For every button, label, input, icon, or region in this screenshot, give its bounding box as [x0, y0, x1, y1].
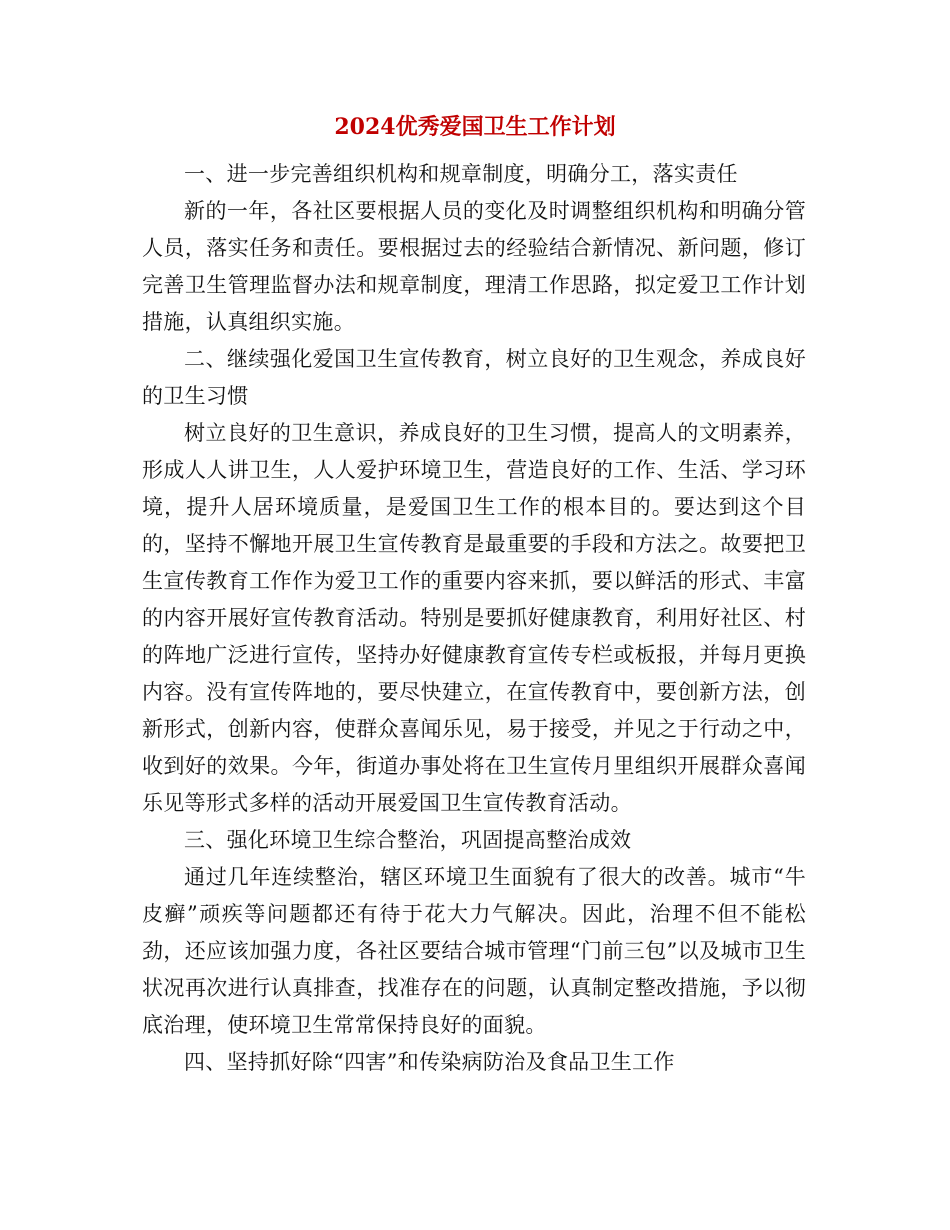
section-heading-4: 四、坚持抓好除“四害”和传染病防治及食品卫生工作 — [184, 1050, 675, 1074]
section-heading-2: 二、继续强化爱国卫生宣传教育，树立良好的卫生观念，养成良好的卫生习惯 — [142, 347, 806, 408]
paragraph-2: 树立良好的卫生意识，养成良好的卫生习惯，提高人的文明素养，形成人人讲卫生，人人爱护环境卫生，营造良好的工作、生活、学习环境，提升人居环境质量，是爱国卫生工作的根本目的。要达到这个目的，坚持不懈地开展卫生宣传教育是最重要的手段和方法之。故要把卫生宣传教育工作作为爱卫工作的重要内容来抓，要以鲜活的形式、丰富的内容开展好宣传教育活动。特别是要抓好健康教育，利用好社区、村的阵地广泛进行宣传，坚持办好健康教育宣传专栏或板报，并每月更换内容。没有宣传阵地的，要尽快建立，在宣传教育中，要创新方法，创新形式，创新内容，使群众喜闻乐见，易于接受，并见之于行动之中，收到好的效果。今年，街道办事处将在卫生宣传月里组织开展群众喜闻乐见等形式多样的活动开展爱国卫生宣传教育活动。 — [142, 421, 806, 815]
document-title: 2024优秀爱国卫生工作计划 — [334, 114, 616, 140]
section-heading-3: 三、强化环境卫生综合整治，巩固提高整治成效 — [184, 828, 632, 852]
section-heading-1: 一、进一步完善组织机构和规章制度，明确分工，落实责任 — [184, 162, 738, 186]
document-body — [142, 156, 806, 1081]
paragraph-3: 通过几年连续整治，辖区环境卫生面貌有了很大的改善。城市“牛皮癣”顽疾等问题都还有待于花大力气解决。因此，治理不但不能松劲，还应该加强力度，各社区要结合城市管理“门前三包”以及城市卫生状况再次进行认真排查，找准存在的问题，认真制定整改措施，予以彻底治理，使环境卫生常常保持良好的面貌。 — [142, 865, 806, 1037]
paragraph-1: 新的一年，各社区要根据人员的变化及时调整组织机构和明确分管人员，落实任务和责任。要根据过去的经验结合新情况、新问题，修订完善卫生管理监督办法和规章制度，理清工作思路，拟定爱卫工作计划措施，认真组织实施。 — [142, 199, 806, 334]
